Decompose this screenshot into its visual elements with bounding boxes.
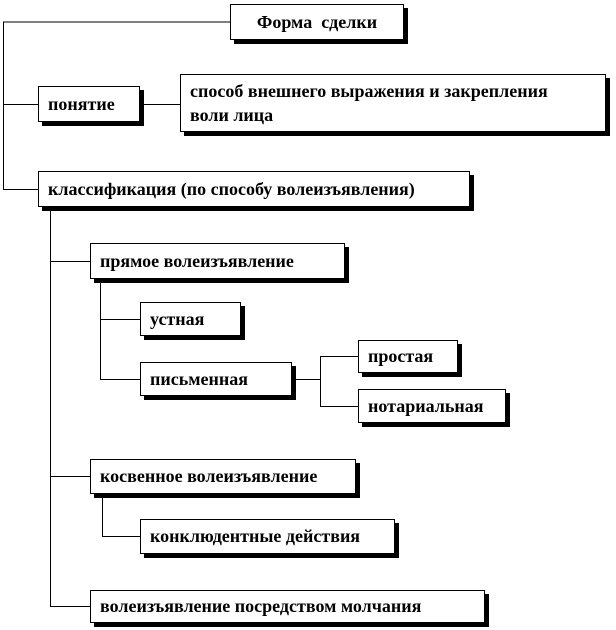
concept-label: понятие (48, 93, 115, 114)
notarial-written-label: нотариальная (368, 395, 484, 416)
conclusive-actions-box (140, 519, 395, 554)
written-form-label: письменная (150, 368, 248, 389)
conclusive-actions-label: конклюдентные действия (150, 526, 361, 546)
classification-box (38, 171, 470, 207)
direct-expression-label: прямое волеизъявление (100, 250, 294, 271)
simple-written-label: простая (368, 346, 434, 366)
concept-definition-line-1: способ внешнего выражения и закрепления (190, 81, 548, 101)
oral-form-box (140, 302, 241, 336)
concept-definition-line-2: воли лица (190, 105, 274, 125)
indirect-expression-box (90, 459, 356, 494)
concept-box (38, 86, 140, 122)
oral-form-label: устная (150, 308, 205, 329)
form-of-transaction-box (230, 4, 404, 40)
direct-expression-box (90, 243, 345, 279)
indirect-expression-label: косвенное волеизъявление (100, 466, 318, 486)
silence-expression-label: волеизъявление посредством молчания (100, 596, 422, 616)
written-form-box (140, 362, 292, 396)
silence-expression-box (90, 590, 485, 623)
simple-written-box (358, 340, 458, 373)
concept-definition-box (180, 74, 606, 132)
notarial-written-box (358, 389, 506, 423)
classification-label: классификация (по способу волеизъявления) (48, 178, 415, 199)
form-of-transaction-label: Форма сделки (256, 11, 378, 32)
